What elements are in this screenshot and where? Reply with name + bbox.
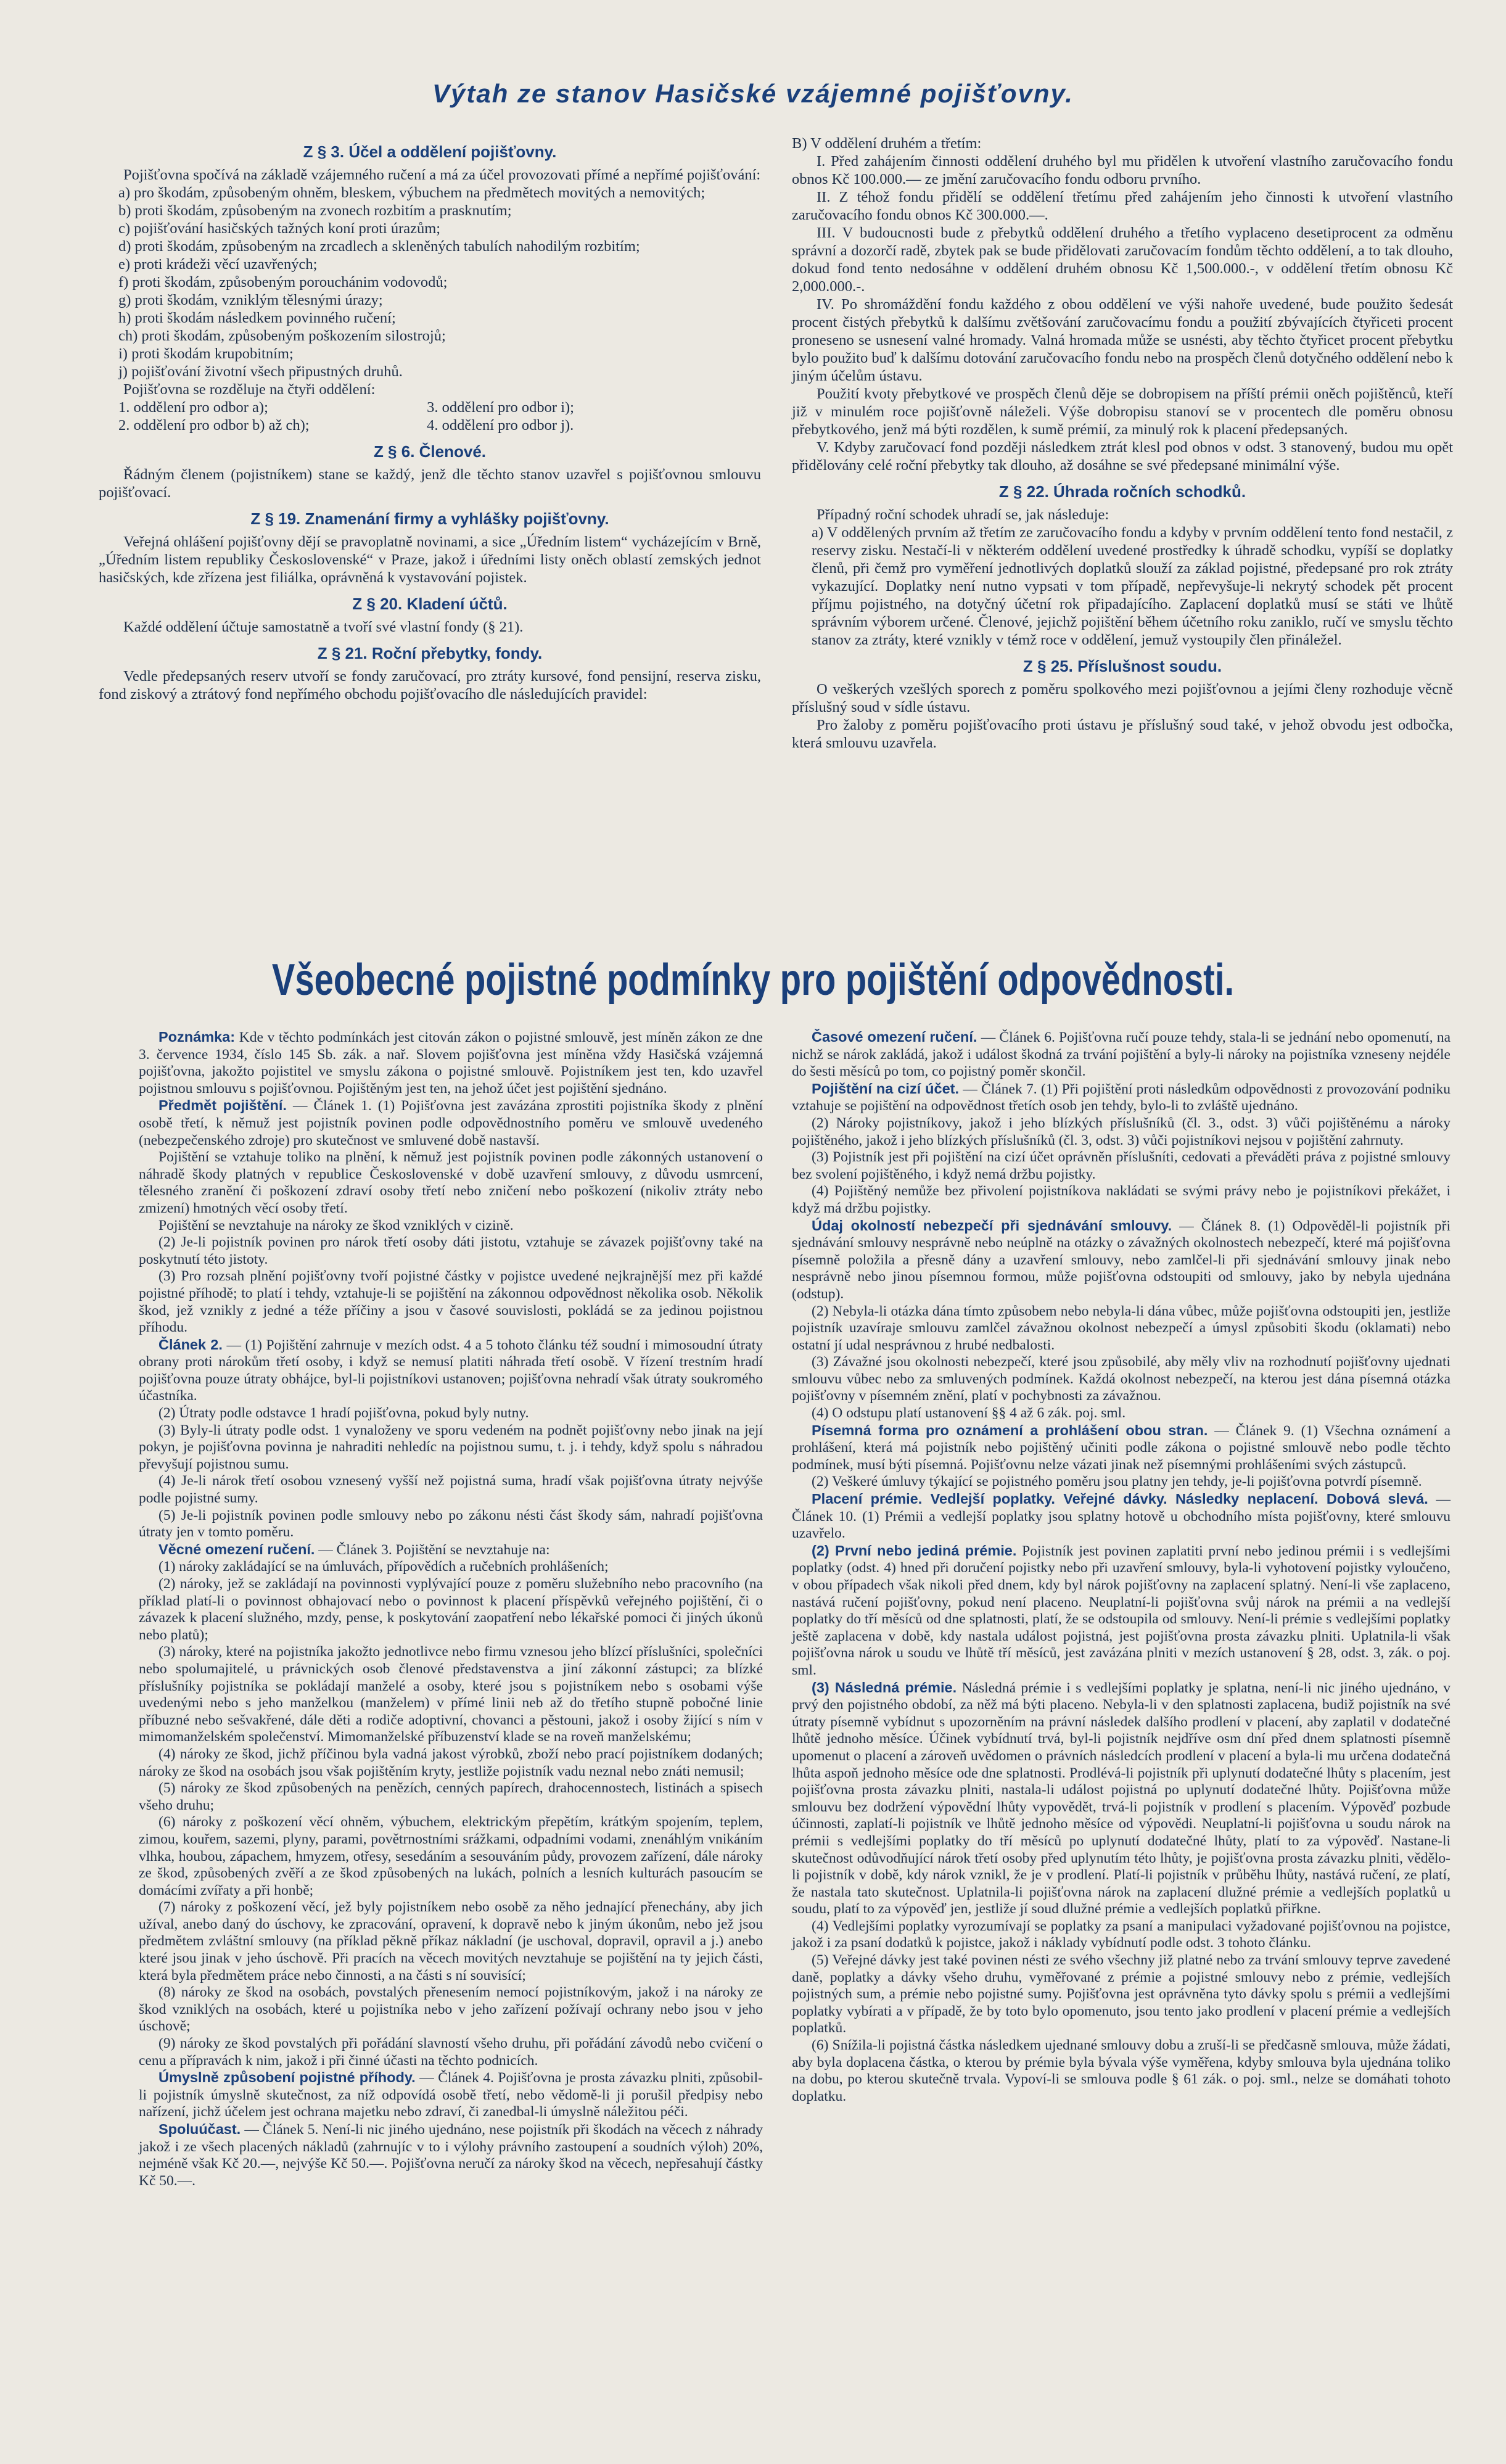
funds-iv: IV. Po shromáždění fondu každého z obou oddělení ve výši nahoře uvedené, bude použito šedesát procent čistých přebytků k dalšímu zvětšování zaručovacímu fondu a použití zbývajících čtyřiceti procent proneseno se usnesení valné hromady. Valná hromada může se usnésti, aby těchto čtyřicet procent přebytku bylo použito buď k dalšímu dotování zaručovacího fondu nebo na prospěch členů dotyčného oddělení nebo k jiným účelům ústavu. — [792, 296, 1453, 384]
article-8-text: — Článek 8. (1) Odpověděl-li pojistník při sjednávání smlouvy nesprávně nebo neúplně na otázky o závažných okolnostech nebezpečí, které má pojišťovna písemně položila a přesně dány a uzavření smlouvy, nebo zamlčel-li při sjednávání smlouvy jinak nebo nesprávně nebo jinou písemnou formou, může pojišťovna odstoupiti od smlouvy, jako by nebyla ujednána (odstup). — [792, 1218, 1451, 1302]
article-10-par-4: (4) Vedlejšími poplatky vyrozumívají se poplatky za psaní a manipulaci vyžadované pojišťovnou na pojistce, jakož i za psaní dodatků k pojistce, jakož i náklady vybídnutí podle odst. 3 tohoto článku. — [792, 1918, 1450, 1951]
article-3-item-6: (6) nároky z poškození věcí ohněm, výbuchem, elektrickým přepětím, krátkým spojením, teplem, zimou, kouřem, sazemi, plyny, parami, povětrnostními srážkami, odpadními vodami, znenáhlým vnikáním vlhka, houbou, zápachem, hmyzem, otřesy, sesedáním a sesouváním půdy, provozem zařízení, dále nároky ze škod, způsobených zvěří a ze škod způsobených na lukách, polních a lesních kulturách pasoucím se domácími zvířaty a při honbě; — [139, 1814, 763, 1898]
funds-b-heading: B) V oddělení druhém a třetím: — [792, 135, 982, 152]
section-22-intro: Případný roční schodek uhradí se, jak následuje: — [817, 506, 1109, 523]
article-5-heading: Spoluúčast. — [158, 2121, 241, 2137]
list-item: a) pro škodám, způsobeným ohněm, bleskem, výbuchem na předmětech movitých a nemovitých; — [118, 184, 706, 201]
list-item: c) pojišťování hasičských tažných koní proti úrazům; — [118, 220, 441, 237]
article-3-item-3: (3) nároky, které na pojistníka jakožto jednotlivce nebo firmu vznesou jeho blízcí příslušníci, společníci nebo spolumajitelé, u právnických osob členové představenstva a jiní zákonní zástupci; za blízké příslušníky pojistníka se pokládají manželé a osoby, které jsou s pojistníkem nebo s osobami výše uvedenými nebo s jeho manželkou (manželem) v přímé linii neb až do třetího stupně pobočné linie příbuzné nebo sešvakřené, dále děti a rodiče adoptivní, chovanci a pěstouni, jakož i osoby žijící s ním v mimomanželském společenství. Mimomanželské příbuzenství klade se na roveň manželskému; — [139, 1644, 763, 1745]
article-3-item-9: (9) nároky ze škod povstalých při pořádání slavností všeho druhu, při pořádání závodů nebo cvičení o cenu a přípravách k nim, jakož i při činné účasti na těchto podnicích. — [139, 2035, 763, 2069]
article-1-abroad: Pojištění se nevztahuje na nároky ze škod vzniklých v cizině. — [158, 1217, 514, 1234]
funds-v: V. Kdyby zaručovací fond později následkem ztrát klesl pod obnos v odst. 3 stanovený, budou mu opět přidělovány celé roční přebytky tak dlouho, až dosáhne se své předepsané minimální výše. — [792, 439, 1453, 474]
section-22-heading: Z § 22. Úhrada ročních schodků. — [998, 482, 1246, 501]
section-6-text: Řádným členem (pojistníkem) stane se každý, jenž dle těchto stanov uzavřel s pojišťovnou smlouvu pojišťovací. — [99, 466, 761, 501]
article-3-item-5: (5) nároky ze škod způsobených na penězích, cenných papírech, drahocennostech, listinách a spisech všeho druhu; — [139, 1780, 763, 1813]
list-item: e) proti krádeži věcí uzavřených; — [118, 256, 318, 273]
section-20-heading: Z § 20. Kladení účtů. — [352, 595, 508, 613]
article-7-par-3: (3) Pojistník jest při pojištění na cizí účet oprávněn příslušníti, cedovati a převáděti práva z pojistné smlouvy bez svolení pojištěného, i když nemá držbu pojistky. — [792, 1149, 1450, 1182]
division-1: 1. oddělení pro odbor a); — [118, 399, 268, 416]
statute-excerpt-title: Výtah ze stanov Hasičské vzájemné pojišťovny. — [432, 79, 1074, 108]
article-10-par-5: (5) Veřejné dávky jest také povinen nésti ze svého všechny již platné nebo za trvání smlouvy teprve zavedené daně, poplatky a dávky všeho druhu, vyměřované z prémie a pojistné smlouvy nebo z prémie, vedlejších pojistných sum, a prémie nebo pojistné sumy. Pojišťovna jest oprávněna tyto dávky spolu s prémii a vedlejšími poplatky vybírati a v případě, že by toto bylo opomenuto, jsou tento jako prodlení v placení prémie a vedlejších poplatků. — [792, 1952, 1450, 2037]
article-7-par-2: (2) Nároky pojistníkovy, jakož i jeho blízkých příslušníků (čl. 3., odst. 3) vůči pojištěnému a nároky pojištěného, jakož i jeho blízkých příslušníků (čl. 3, odst. 3) vůči pojistníkovi nejsou v pojištění zahrnuty. — [792, 1115, 1450, 1148]
general-conditions-title: Všeobecné pojistné podmínky pro pojištění odpovědnosti. — [271, 955, 1235, 1005]
article-10-par-3: Následná prémie i s vedlejšími poplatky je splatna, není-li nic jiného ujednáno, v prvý den pojistného období, za něž má býti placeno. Nebyla-li v den splatnosti zaplacena, budiž pojistník na své útraty písemně vybídnut s upozorněním na právní následek dalšího prodlení v placení, aby zaplatil v dodatečné lhůtě jednoho měsíce. Účinek vybídnutí trvá, byl-li pojistník nejdříve osm dní před dnem splatnosti písemně upomenut o placení a zároveň uvědomen o právních následcích prodlení v placení a byla-li mu určena dodatečná lhůta aspoň jednoho měsíce ode dne splatnosti. Prodlévá-li pojistník při uplynutí dodatečné lhůty s placením, jest pojišťovna prosta závazku plniti, nastala-li událost pojistná po uplynutí dodatečné lhůty. Pojišťovna může smlouvu bez dodržení výpovědní lhůty vypovědět, trvá-li pojistník v prodlení s placením. Výpověď pozbude účinnosti, zaplatí-li pojistník ve lhůtě jednoho měsíce od výpovědi. Neuplatní-li pojišťovna u soudu nárok na prémii s vedlejšími poplatky do tří měsíců po uplynutí dodatečné lhůty, platí to za výpověď. Nastane-li skutečnost odůvodňující nárok třetí osoby před uplynutím této lhůty, je pojišťovna prosta závazku plniti, vědělo-li pojistník v době, kdy nárok vznikl, že je v prodlení. Platí-li pojistník v průběhu lhůty, nastává ručení, ze platí, že nastala tato skutečnost. Uplatnila-li pojišťovna nárok na zaplacení dlužné prémie a vedlejších poplatků u soudu, platí to za výpověď jen, jestliže jí soud dlužné prémie a vedlejších poplatků přiřkne. — [792, 1679, 1451, 1918]
list-item: f) proti škodám, způsobeným porouchánim vodovodů; — [118, 274, 448, 290]
article-10-par-3-heading: (3) Následná prémie. — [812, 1679, 957, 1696]
funds-ii: II. Z téhož fondu přidělí se oddělení třetímu před zahájením jeho činnosti k utvoření vlastního zaručovacího fondu obnos Kč 300.000.—. — [792, 189, 1453, 223]
funds-i: I. Před zahájením činnosti oddělení druhého byl mu přidělen k utvoření vlastního zaručovacího fondu obnos Kč 100.000.— ze jmění zaručovacího fondu odboru prvního. — [792, 153, 1453, 187]
section-25-heading: Z § 25. Příslušnost soudu. — [1023, 657, 1222, 675]
article-8-heading: Údaj okolností nebezpečí při sjednávání smlouvy. — [812, 1217, 1172, 1234]
section-20-text: Každé oddělení účtuje samostatně a tvoří své vlastní fondy (§ 21). — [123, 619, 524, 635]
article-3-item-2: (2) nároky, jež se zakládají na povinnosti vyplývající pouze z poměru služebního nebo pracovního (na příklad platí-li o povinnost obhajovací nebo o povinnost k placení příspěvků veřejného pojištění, či o závazek k placení služného, mzdy, pense, k poskytování zaopatření nebo lékařské pomoci či jiných úkonů nebo platů); — [139, 1576, 763, 1643]
article-1-text: — Článek 1. (1) Pojišťovna jest zavázána zprostiti pojistníka škody z plnění osobě třetí, k němuž jest pojistník povinen podle odpovědnostního poměru ve smlouvě uvedeného (nebezpečenského zdroje) pro skutečnost ve smluvené době nastavší. — [139, 1098, 763, 1148]
article-1-par-3: (3) Pro rozsah plnění pojišťovny tvoří pojistné částky v pojistce uvedené nejkrajnější mez při každé pojistné příhodě; to platí i tehdy, vztahuje-li se pojištění na zákonnou odpovědnost několika osob. Několik škod, jež vznikly z jedné a téže příčiny a jsou v časové souvislosti, pokládá se za jedinou pojistnou příhodu. — [139, 1268, 763, 1336]
note-text: Kde v těchto podmínkách jest citován zákon o pojistné smlouvě, jest míněn zákon ze dne 3. července 1934, číslo 145 Sb. zák. a nař. Slovem pojišťovna jest míněna vždy Hasičská vzájemná pojišťovna, jakožto pojistitel ve smyslu zákona o pojistné smlouvě. Pojistníkem jest ten, kdo uzavřel pojistnou smlouvu s pojišťovnou. Pojištěným jest ten, na jehož účet jest pojištění sjednáno. — [139, 1029, 763, 1097]
article-3-text: — Článek 3. Pojištění se nevztahuje na: — [318, 1541, 550, 1558]
article-1-par-2: (2) Je-li pojistník povinen pro nárok třetí osoby dáti jistotu, vztahuje se závazek pojišťovny také na poskytnutí této jistoty. — [139, 1234, 763, 1267]
article-10-text: — Článek 10. (1) Prémii a vedlejší poplatky jsou splatny hotově u obchodního místa pojišťovny, které smlouvu uzavřelo. — [792, 1491, 1450, 1542]
article-4-heading: Úmyslně způsobení pojistné příhody. — [158, 2069, 416, 2086]
article-10-par-6: (6) Snížila-li pojistná částka následkem ujednané smlouvy dobu a zruší-li se předčasně smlouva, může žádati, aby byla doplacena částka, o kterou by prémie byla bývala výše vyměřena, kdyby smlouva byla ujednána toliko na dobu, po kterou skutečně trvala. Vypoví-li se smlouva podle § 61 zák. o poj. sml., nelze se domáhati tohoto doplatku. — [792, 2037, 1450, 2104]
article-2-heading: Článek 2. — [158, 1336, 223, 1353]
section-21-text: Vedle předepsaných reserv utvoří se fondy zaručovací, pro ztráty kursové, fond pensijní, reserva zisku, fond ziskový a ztrátový fond nepřímého obchodu pojišťovacího dle následujících pravidel: — [99, 668, 761, 703]
list-item: i) proti škodám krupobitním; — [118, 345, 294, 362]
list-item: j) pojišťování životní všech připustných druhů. — [118, 363, 403, 380]
section-3-heading: Z § 3. Účel a oddělení pojišťovny. — [303, 142, 557, 161]
article-2-text: — (1) Pojištění zahrnuje v mezích odst. 4 a 5 tohoto článku též soudní i mimosoudní útraty obrany proti nárokům třetí osoby, i když se nemusí platiti náhrada třetí osobě. V řízení trestním hradí pojišťovna pouze útraty obhájce, byl-li pojistníkovi ustanoven; pojišťovna nehradí však útraty soukromého účastníka. — [139, 1337, 763, 1404]
article-4-text: — Článek 4. Pojišťovna je prosta závazku plniti, způsobil-li pojistník úmyslně skutečnost, za níž odpovídá osobě třetí, nebo vědomě-li ji porušil předpisy nebo nařízení, jichž účelem jest ochrana majetku nebo zdraví, či zanedbal-li úmyslně náležitou péči. — [139, 2070, 763, 2120]
division-row — [99, 416, 761, 434]
article-6-heading: Časové omezení ručení. — [812, 1029, 977, 1045]
article-3-item-7: (7) nároky z poškození věcí, jež byly pojistníkem nebo osobě za něho jednající přenechány, aby jich užíval, anebo daný do úschovy, ke zpracování, opravení, k dopravě nebo k jiným úkonům, nebo jež jsou předmětem zvláštní smlouvy (na příklad pěkně příkaz nákladní (je uschoval, dopravil, opravil a j.) anebo které jsou jinak v jeho úschově. Při pracích na věcech movitých nevztahuje se pojištění na ty jejich části, která byla předmětem práce nebo činnosti, a na části s ní souvisící; — [139, 1899, 763, 1984]
article-3-item-4: (4) nároky ze škod, jichž příčinou byla vadná jakost výrobků, zboží nebo prací pojistníkem dodaných; nároky ze škod na osobách jsou však pojištěním kryty, jestliže pojistník vadu neznal nebo znáti nemusil; — [139, 1745, 763, 1779]
article-3-item-8: (8) nároky ze škod na osobách, povstalých přenesením nemocí pojistníkovým, jakož i na nároky ze škod vzniklých na osobách, které u pojistníka nebo v jeho zařízení požívají ochrany nebo jsou v jeho úschově; — [139, 1984, 763, 2035]
list-item: g) proti škodám, vzniklým tělesnými úrazy; — [118, 292, 383, 308]
division-2: 2. oddělení pro odbor b) až ch); — [118, 417, 310, 434]
section-25-text: O veškerých vzešlých sporech z poměru spolkového mezi pojišťovnou a jejími členy rozhoduje věcně příslušný soud v sídle ústavu. — [792, 681, 1453, 715]
section-19-heading: Z § 19. Znamenání firmy a vyhlášky pojišťovny. — [250, 509, 609, 528]
section-3-intro: Pojišťovna spočívá na základě vzájemného ručení a má za účel provozovati přímé a nepřímé pojišťování: — [123, 167, 761, 183]
section-21-heading: Z § 21. Roční přebytky, fondy. — [317, 644, 543, 662]
article-8-par-2: (2) Nebyla-li otázka dána tímto způsobem nebo nebyla-li dána vůbec, může pojišťovna odstoupiti jen, jestliže pojistník uzavíraje smlouvu zamlčel závažnou okolnost nebezpečí a úmysl způsobiti škodu (oklamati) nebo ostatní jí udal nesprávnou z hrubé nedbalosti. — [792, 1303, 1450, 1353]
article-8-par-3: (3) Závažné jsou okolnosti nebezpečí, které jsou způsobilé, aby měly vliv na rozhodnutí pojišťovny ujednati smlouvu vůbec nebo za smluvených podmínek. Každá okolnost nebezpečí, na kterou jest dána písemná otázka pojišťovny v písemném znění, platí v pochybnosti za závažnou. — [792, 1354, 1450, 1404]
article-10-par-2: Pojistník jest povinen zaplatiti první nebo jedinou prémii i s vedlejšími poplatky (odst. 4) hned při doručení pojistky nebo při uzavření smlouvy, byla-li vyhotovení pojistky vyloučeno, v obou případech však nikoli před dnem, kdy byl nárok pojišťovny na zaplacení splatný. Není-li vše zaplaceno, nastává ručení pojišťovny, pokud není placeno. Neuplatní-li pojišťovna svůj nárok na prémii a na vedlejší poplatky do tří měsíců od dne splatnosti, platí, že se odstoupila od smlouvy. Není-li prémie s vedlejšími poplatky ještě zaplacena v době, kdy nastala událost pojistná, jest pojišťovna prosta závazku plniti. Uplatnila-li však pojišťovna nárok u soudu ve lhůtě tří měsíců, jest zavázána plniti v mezích ustanovení § 28, odst. 3, zák. o poj. sml. — [792, 1543, 1451, 1678]
list-item: ch) proti škodám, způsobeným poškozením silostrojů; — [118, 328, 446, 344]
article-2-par-3: (3) Byly-li útraty podle odst. 1 vynaloženy ve sporu vedeném na podnět pojišťovny nebo jinak na její pokyn, je pojišťovna povinna je nahraditi nehledíc na pojistnou sumu, t. j. i tehdy, když spolu s náhradou převyšují pojistnou sumu. — [139, 1422, 763, 1472]
statutes-left-column — [99, 134, 761, 703]
article-9-par-2: (2) Veškeré úmluvy týkající se pojistného poměru jsou platny jen tehdy, je-li pojišťovna potvrdí písemně. — [812, 1473, 1422, 1490]
article-6-text: — Článek 6. Pojišťovna ručí pouze tehdy, stala-li se jednání nebo opomenutí, na nichž se nárok zakládá, jakož i událost škodná za trvání pojištění a byly-li nároky na pojistníka vzneseny nejdéle do šesti měsíců po tom, co pojistný poměr skončil. — [792, 1029, 1450, 1080]
list-item: b) proti škodám, způsobeným na zvonech rozbitím a prasknutím; — [118, 202, 512, 219]
article-1-scope: Pojištění se vztahuje toliko na plnění, k němuž jest pojistník povinen podle zákonných ustanovení o náhradě škody platných v republice Československé v době uzavření smlouvy, z důvodu usmrcení, tělesného zranění či poškození zdraví osoby třetí nebo zničení nebo poškození (nikoliv ztráty nebo zmizení) hmotných věcí osoby třetí. — [139, 1149, 763, 1216]
article-3-item-1: (1) nároky zakládající se na úmluvách, přípovědích a ručebních prohlášeních; — [158, 1559, 609, 1575]
article-10-heading: Placení prémie. Vedlejší poplatky. Veřejné dávky. Následky neplacení. Dobová slevá. — [812, 1491, 1428, 1507]
list-item: d) proti škodám, způsobeným na zrcadlech a skleněných tabulích nahodilým rozbitím; — [118, 238, 640, 255]
article-7-heading: Pojištění na cizí účet. — [812, 1080, 959, 1097]
article-5-text: — Článek 5. Není-li nic jiného ujednáno, nese pojistník při škodách na věcech z náhrady jakož i ze všech placených nákladů (zahrnujíc v to i výlohy právního zastoupení a soudních výloh) 20%, nejméně však Kč 20.—, nejvýše Kč 50.—. Pojišťovna neručí za nároky škod na věcech, nepřesahují částky Kč 50.—. — [139, 2122, 763, 2189]
division-row — [99, 398, 761, 416]
section-19-text: Veřejná ohlášení pojišťovny dějí se pravoplatně novinami, a sice „Úředním listem“ vycházejícím v Brně, „Úředním listem republiky Československé“ v Praze, jakož i úředními listy oněch oblastí zemských jednot hasičských, kde zřízena jest filiálka, oprávněná k vystavování pojistek. — [99, 534, 761, 586]
section-25-text-2: Pro žaloby z poměru pojišťovacího proti ústavu je příslušný soud také, v jehož obvodu jest odbočka, která smlouvu uzavřela. — [792, 717, 1453, 751]
conditions-right-column — [792, 1029, 1450, 2105]
article-10-par-2-heading: (2) První nebo jediná prémie. — [812, 1542, 1017, 1559]
division-4: 4. oddělení pro odbor j). — [427, 417, 574, 434]
statutes-right-column — [792, 134, 1453, 752]
article-2-par-4: (4) Je-li nárok třetí osobou vznesený vyšší než pojistná suma, hradí však pojišťovna útraty nejvýše podle pojistné sumy. — [139, 1473, 763, 1507]
article-2-par-2: (2) Útraty podle odstavce 1 hradí pojišťovna, pokud byly nutny. — [158, 1405, 529, 1422]
section-22-a: a) V oddělených prvním až třetím ze zaručovacího fondu a kdyby v prvním oddělení tento fond nestačil, z reservy zisku. Nestačí-li v některém oddělení uvedené prostředky k úhradě schodku, vypíší se doplatky členů, při čemž pro vyměření jednotlivých doplatků slouží za základ pojistné, předepsané pro rok ztráty vykazující. Doplatky není nutno vypsati v tom případě, nepřevyšuje-li nekrytý schodek pět procent příjmu pojistného, na dotyčný účetní rok připadajícího. Zaplacení doplatků musí se státi ve lhůtě správním výborem určené. Členové, jejichž pojištění během účetního roku zaniklo, ručí ve smyslu těchto stanov za ztráty, které vznikly v témž roce v oddělení, jemuž vystoupily člen přináležel. — [812, 524, 1453, 648]
article-9-heading: Písemná forma pro oznámení a prohlášení obou stran. — [812, 1422, 1208, 1438]
article-1-heading: Předmět pojištění. — [158, 1097, 287, 1114]
section-6-heading: Z § 6. Členové. — [373, 442, 487, 461]
article-9-text: — Článek 9. (1) Všechna oznámení a prohlášení, která má pojistník nebo pojištěný učiniti podle zákona o pojistné smlouvě nebo podle těchto podmínek, musí býti písemná. Pojišťovnu nelze vázati jinak než písemnými prohlášeními svých zástupců. — [792, 1422, 1451, 1473]
funds-quota: Použití kvoty přebytkové ve prospěch členů děje se dobropisem na příští prémii oněch pojištěnců, kteří již v minulém roce pojišťovně náleželi. Výše dobropisu stanoví se v procentech dle poměru obnosu přebytkového, jenž má býti rozdělen, k sumě prémií, za minulý rok k placení předepsaných. — [792, 385, 1453, 438]
funds-iii: III. V budoucnosti bude z přebytků oddělení druhého a třetího vyplaceno desetiprocent za odměnu správní a dozorčí radě, zbytek pak se bude přidělovati zaručovacím fondům těchto oddělení, a to tak dlouho, dokud fond tento nedosáhne v oddělení druhém obnosu Kč 1,500.000.-, v oddělení třetím obnosu Kč 2,000.000.-. — [792, 225, 1453, 295]
article-3-heading: Věcné omezení ručení. — [158, 1541, 315, 1557]
article-8-par-4: (4) O odstupu platí ustanovení §§ 4 až 6 zák. poj. sml. — [812, 1405, 1126, 1422]
article-7-text: — Článek 7. (1) Při pojištění proti následkům odpovědnosti z provozování podniku vztahuje se pojištění na odpovědnost třetích osob jen tehdy, bylo-li to zvláště ujednáno. — [792, 1081, 1451, 1115]
divisions-intro: Pojišťovna se rozděluje na čtyři oddělení: — [123, 381, 376, 398]
division-3: 3. oddělení pro odbor i); — [427, 399, 574, 416]
list-item: h) proti škodám následkem povinného ručení; — [118, 310, 396, 326]
article-2-par-5: (5) Je-li pojistník povinen podle smlouvy nebo po zákonu nésti část škody sám, nahradí pojišťovna útraty jen v tomto poměru. — [139, 1507, 763, 1541]
article-7-par-4: (4) Pojištěný nemůže bez přivolení pojistníkova nakládati se svými právy nebo je pojistníkovi překážet, i když má držbu pojistky. — [792, 1183, 1450, 1216]
note-label: Poznámka: — [158, 1029, 236, 1045]
conditions-left-column — [139, 1029, 763, 2190]
